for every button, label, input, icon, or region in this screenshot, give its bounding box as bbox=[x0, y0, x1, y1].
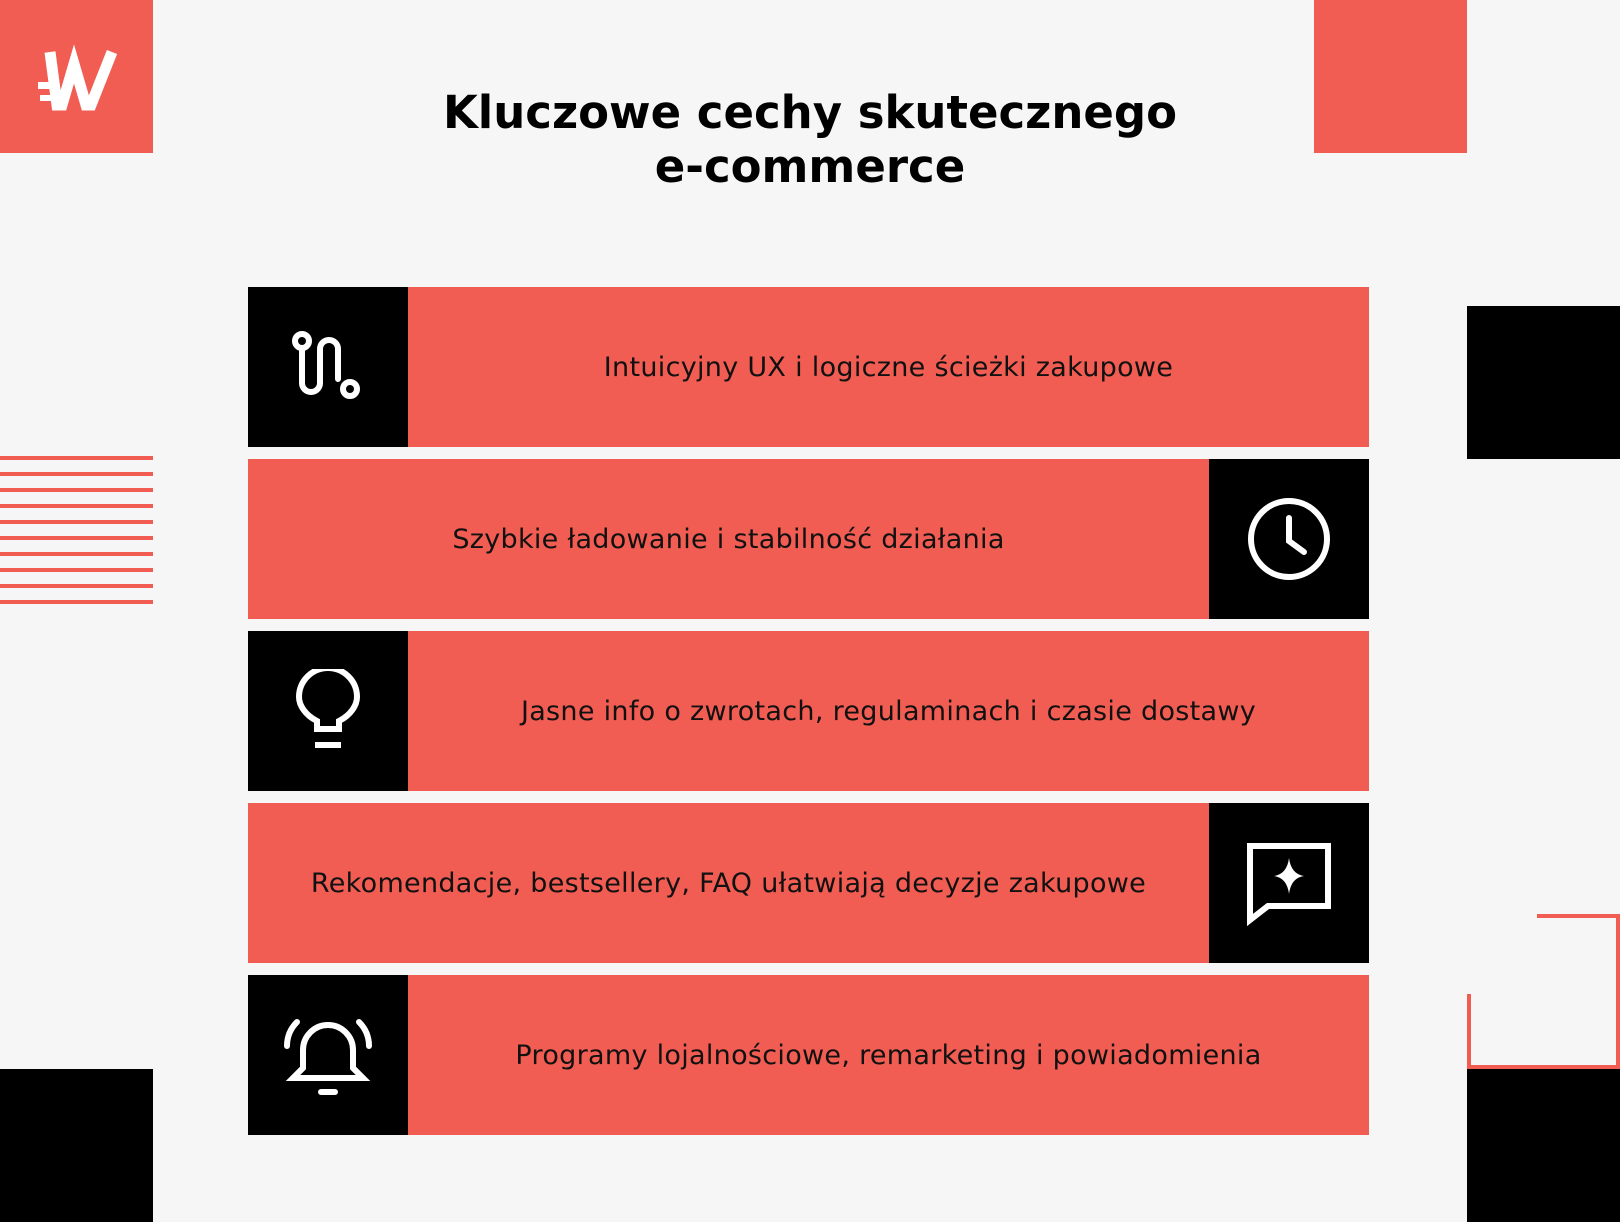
lightbulb-icon bbox=[248, 631, 408, 791]
clock-icon bbox=[1209, 459, 1369, 619]
decor-stripes bbox=[0, 456, 153, 612]
feature-label: Intuicyjny UX i logiczne ścieżki zakupowe bbox=[603, 351, 1174, 383]
decor-square-bottom-left bbox=[0, 1069, 153, 1222]
sparkle-message-icon bbox=[1209, 803, 1369, 963]
page-title-line1: Kluczowe cechy skutecznego bbox=[442, 86, 1178, 139]
route-icon bbox=[248, 287, 408, 447]
feature-row-recommendations bbox=[248, 803, 1369, 963]
decor-outline-corner bbox=[1465, 914, 1620, 1070]
feature-label: Jasne info o zwrotach, regulaminach i czasie dostawy bbox=[520, 695, 1257, 727]
bell-ringing-icon bbox=[248, 975, 408, 1135]
logo-block bbox=[0, 0, 153, 153]
feature-row-loyalty bbox=[248, 975, 1369, 1135]
feature-row-speed bbox=[248, 459, 1369, 619]
page-title bbox=[310, 86, 1310, 194]
feature-label: Programy lojalnościowe, remarketing i powiadomienia bbox=[515, 1039, 1262, 1071]
decor-square-right-black bbox=[1467, 306, 1620, 459]
feature-label: Szybkie ładowanie i stabilność działania bbox=[452, 523, 1005, 555]
feature-row-ux bbox=[248, 287, 1369, 447]
decor-square-bottom-right bbox=[1467, 1069, 1620, 1222]
w-logo-icon bbox=[0, 0, 153, 153]
feature-label: Rekomendacje, bestsellery, FAQ ułatwiają decyzje zakupowe bbox=[310, 867, 1147, 899]
decor-square-top-right bbox=[1314, 0, 1467, 153]
page-title-line2: e-commerce bbox=[654, 140, 966, 193]
feature-row-info bbox=[248, 631, 1369, 791]
